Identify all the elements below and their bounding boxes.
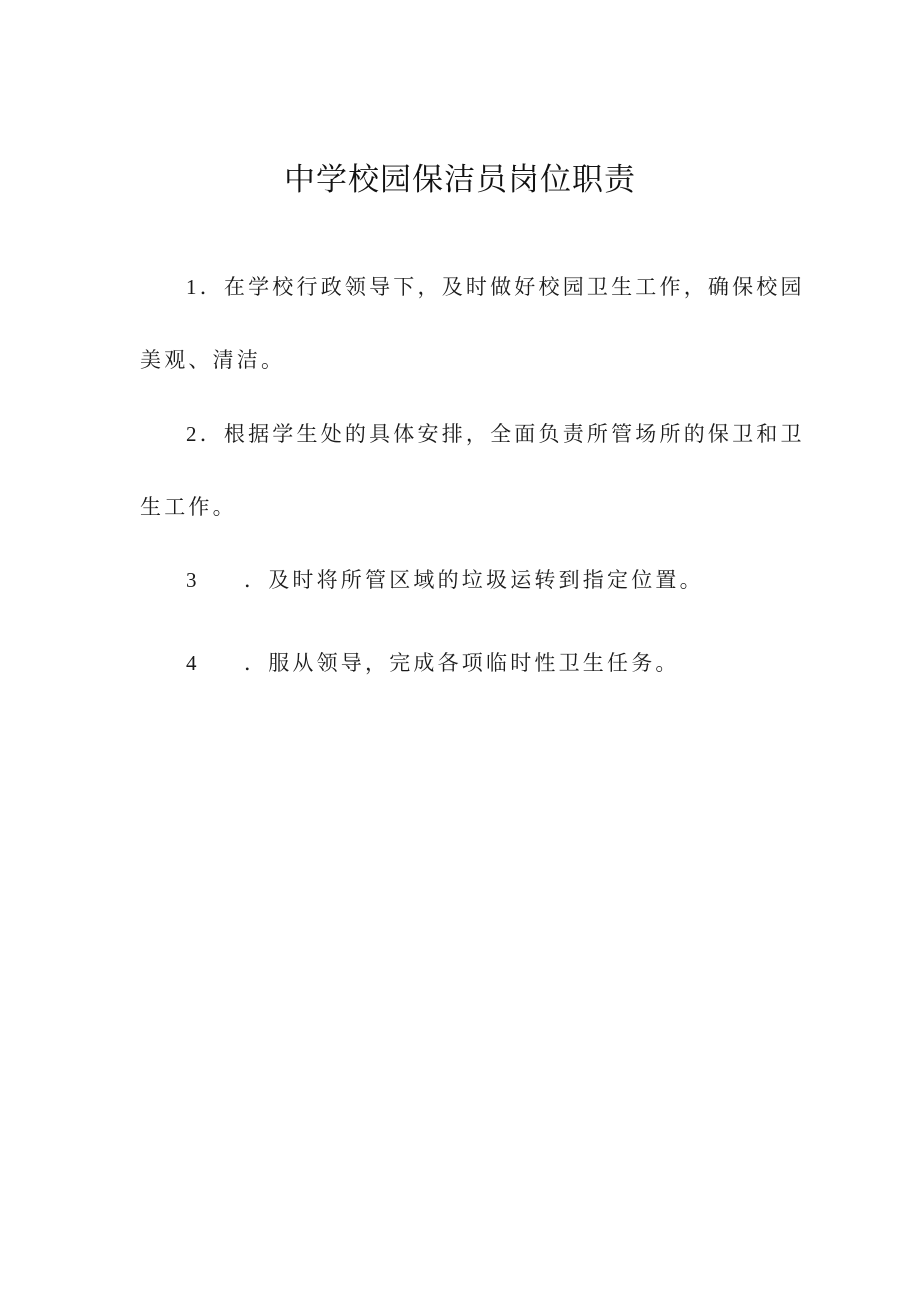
item-3-line bbox=[186, 565, 704, 595]
item-3-text: ．及时将所管区域的垃圾运转到指定位置。 bbox=[244, 568, 704, 592]
item-4-text: ．服从领导，完成各项临时性卫生任务。 bbox=[244, 651, 680, 675]
document-title: 中学校园保洁员岗位职责 bbox=[284, 162, 636, 198]
item-2-second-line bbox=[140, 492, 237, 522]
item-1-text-line1: ．在学校行政领导下，及时做好校园卫生工作，确保校园 bbox=[199, 275, 805, 299]
item-4-number: 4 bbox=[186, 651, 200, 675]
item-2-text-line2: 生工作。 bbox=[140, 495, 237, 519]
item-1-text-line2: 美观、清洁。 bbox=[140, 348, 286, 372]
item-3-number: 3 bbox=[186, 568, 200, 592]
item-2-text-line1: ．根据学生处的具体安排，全面负责所管场所的保卫和卫 bbox=[199, 422, 805, 446]
item-4-line bbox=[186, 648, 680, 678]
item-2-number: 2 bbox=[186, 422, 200, 446]
item-1-number: 1 bbox=[186, 275, 200, 299]
item-1-first-line bbox=[186, 272, 805, 302]
item-2-first-line bbox=[186, 419, 805, 449]
item-1-second-line bbox=[140, 345, 285, 375]
